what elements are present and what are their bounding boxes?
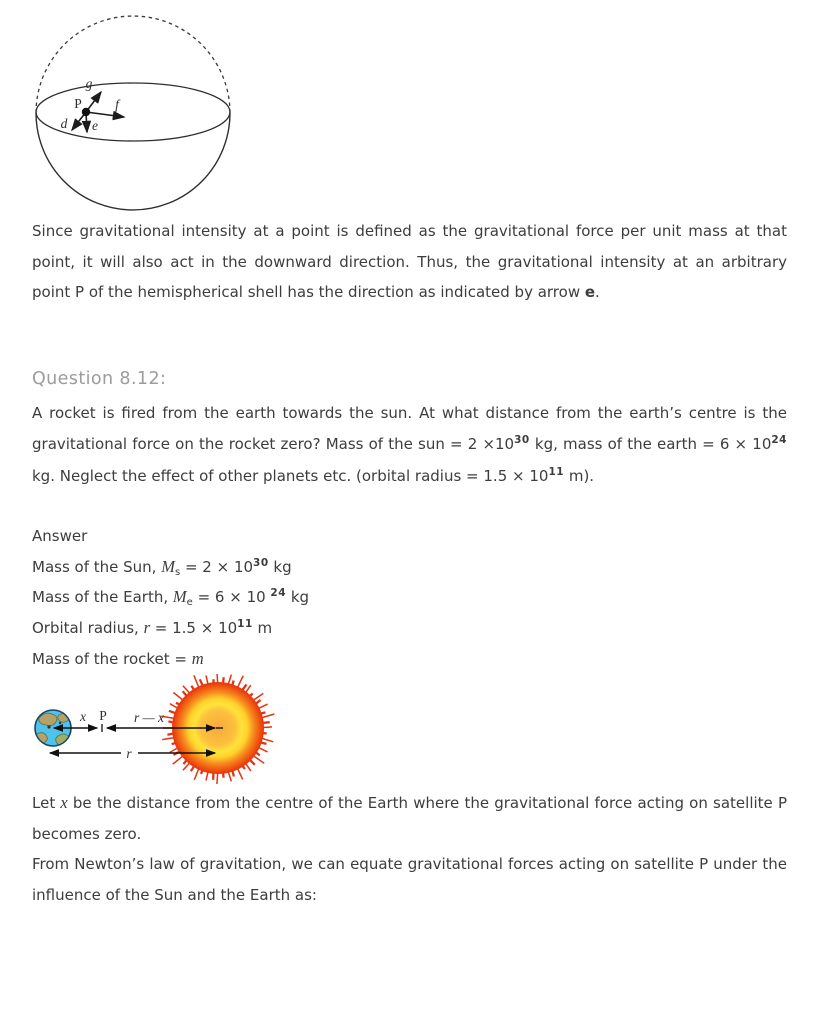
text-segment: M	[161, 556, 175, 576]
text-segment: Orbital radius,	[32, 619, 144, 638]
answer-block	[32, 521, 787, 674]
sun-illustration	[161, 674, 274, 784]
text-segment: kg. Neglect the effect of other planets etc. (orbital radius = 1.5 × 10	[32, 467, 549, 486]
label-p: P	[74, 96, 82, 111]
label-p-satellite: P	[99, 708, 107, 723]
closing-paragraph-newton	[32, 849, 787, 910]
text-segment: 24	[771, 433, 787, 446]
hemisphere-diagram	[25, 8, 245, 214]
text-segment: r	[143, 618, 150, 638]
intro-paragraph	[32, 216, 787, 308]
text-segment: 11	[548, 466, 565, 479]
text-segment: Mass of the Earth,	[32, 588, 173, 607]
text-segment: A rocket is fired from the earth towards the sun. At what distance from the earth’s centre is the gravitational force on the rocket zero? Mass of the sun = 2 ×10	[32, 404, 787, 453]
answer-line-mass-sun	[32, 552, 787, 583]
question-body	[32, 398, 787, 494]
point-p-dot	[82, 108, 90, 116]
sphere-dashed-arc	[36, 16, 230, 113]
text-segment: kg, mass of the earth = 6 × 10	[529, 434, 772, 453]
answer-line-mass-rocket	[32, 644, 787, 675]
text-segment: kg	[286, 588, 310, 607]
label-r: r	[126, 746, 132, 761]
label-g: g	[85, 76, 93, 91]
text-segment: Let	[32, 794, 61, 812]
text-segment: kg	[268, 557, 292, 576]
question-heading: Question 8.12:	[32, 369, 167, 389]
label-x: x	[80, 709, 86, 724]
equator-ellipse	[36, 83, 230, 141]
text-segment: x	[60, 793, 68, 812]
text-segment: = 2 × 10	[180, 557, 254, 576]
answer-label: Answer	[32, 527, 88, 545]
text-segment: M	[172, 587, 187, 607]
arrow-f	[86, 112, 124, 117]
label-d: d	[60, 116, 68, 131]
answer-line-mass-earth	[32, 582, 787, 613]
closing-paragraph-let-x	[32, 788, 787, 849]
text-segment: 30	[253, 556, 269, 569]
text-segment: e	[186, 597, 193, 609]
text-segment: e	[584, 283, 596, 302]
text-segment: be the distance from the centre of the Earth where the gravitational force acting on satellite P becomes zero.	[32, 794, 787, 843]
text-segment: Mass of the Sun,	[32, 557, 162, 576]
text-segment: From Newton’s law of gravitation, we can equate gravitational forces acting on satellite P under the influence of the Sun and the Earth as:	[32, 855, 787, 904]
text-segment: 24	[270, 587, 287, 600]
label-e: e	[92, 118, 98, 133]
earth-sun-distance-diagram	[25, 674, 285, 784]
text-segment: 11	[237, 618, 253, 631]
text-segment: m	[191, 648, 204, 668]
text-segment: Mass of the rocket =	[32, 649, 192, 668]
text-segment: m	[252, 619, 273, 638]
text-segment: m).	[564, 467, 595, 486]
text-segment: .	[595, 283, 600, 302]
text-segment: s	[174, 566, 181, 578]
text-segment: = 6 × 10	[192, 588, 271, 607]
label-r-minus-x: r — x	[134, 710, 164, 725]
text-segment: Since gravitational intensity at a point is defined as the gravitational force per unit mass at that point, it will also act in the downward direction. Thus, the gravitational intensity at an arbitrary point P of the hemispherical shell has the direction as indicated by arrow	[32, 222, 787, 302]
text-segment: 30	[514, 433, 530, 446]
label-f: f	[115, 97, 119, 112]
text-segment: = 1.5 × 10	[150, 619, 238, 638]
answer-line-orbital-radius	[32, 613, 787, 644]
